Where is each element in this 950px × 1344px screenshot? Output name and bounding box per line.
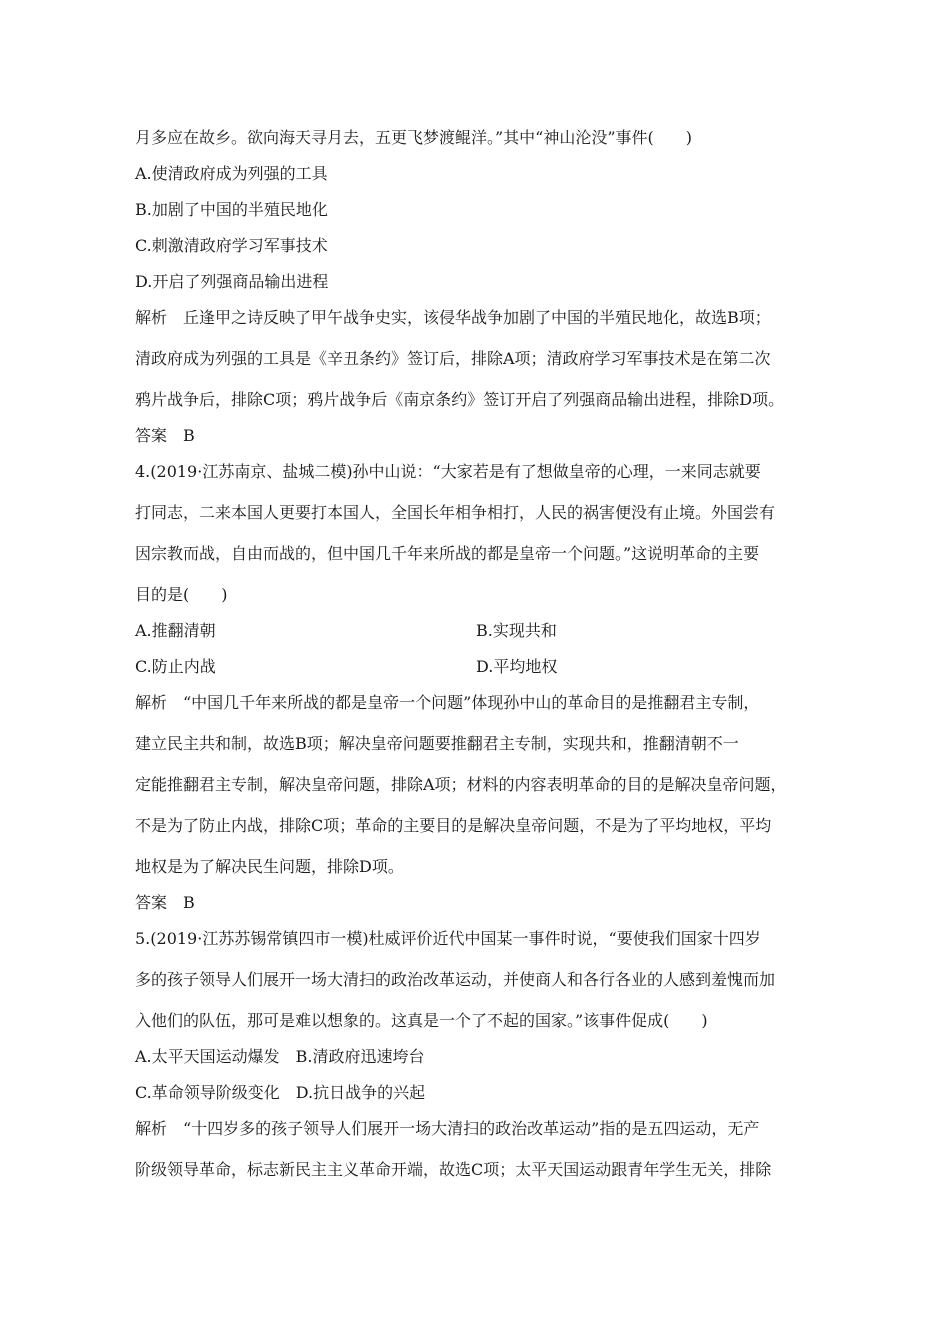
q4-stem-line-1: 4.(2019·江苏南京、盐城二模)孙中山说：“大家若是有了想做皇帝的心理，一来同志就要 [135,462,761,481]
q3-analysis-line-1: 解析 丘逢甲之诗反映了甲午战争史实，该侵华战争加剧了中国的半殖民地化，故选B项； [135,308,771,327]
q3-stem-tail: 月多应在故乡。欲向海天寻月去，五更飞梦渡鲲洋。”其中“神山沦没”事件( ) [135,128,693,147]
q5-option-cd: C.革命领导阶级变化 D.抗日战争的兴起 [135,1083,426,1102]
q4-option-b: B.实现共和 [476,621,557,640]
q4-analysis-line-1: 解析 “中国几千年来所战的都是皇帝一个问题”体现孙中山的革命目的是推翻君主专制， [135,693,760,712]
q4-option-a: A.推翻清朝 [135,621,216,640]
q5-stem-line-3: 入他们的队伍，那可是难以想象的。这真是一个了不起的国家。”该事件促成( ) [135,1011,708,1030]
q5-stem-line-2: 多的孩子领导人们展开一场大清扫的政治改革运动，并使商人和各行各业的人感到羞愧而加 [135,970,776,989]
q4-analysis-line-5: 地权是为了解决民生问题，排除D项。 [135,857,404,876]
q5-stem-line-1: 5.(2019·江苏苏锡常镇四市一模)杜威评价近代中国某一事件时说，“要使我们国家十四岁 [135,929,761,948]
q4-analysis-line-4: 不是为了防止内战，排除C项；革命的主要目的是解决皇帝问题，不是为了平均地权，平均 [135,816,772,835]
q4-stem-line-4: 目的是( ) [135,585,228,604]
q5-analysis-line-1: 解析 “十四岁多的孩子领导人们展开一场大清扫的政治改革运动”指的是五四运动，无产 [135,1119,760,1138]
q4-answer: 答案 B [135,893,195,912]
q4-stem-line-2: 打同志，二来本国人更要打本国人，全国长年相争相打，人民的祸害便没有止境。外国尝有 [135,503,776,522]
q3-analysis-line-2: 清政府成为列强的工具是《辛丑条约》签订后，排除A项；清政府学习军事技术是在第二次 [135,349,771,368]
q3-option-d: D.开启了列强商品输出进程 [135,272,329,291]
q3-option-b: B.加剧了中国的半殖民地化 [135,200,328,219]
q4-option-c: C.防止内战 [135,657,216,676]
q3-answer: 答案 B [135,426,195,445]
q3-option-a: A.使清政府成为列强的工具 [135,164,328,183]
q4-stem-line-3: 因宗教而战，自由而战的，但中国几千年来所战的都是皇帝一个问题。”这说明革命的主要 [135,544,760,563]
q4-analysis-line-2: 建立民主共和制，故选B项；解决皇帝问题要推翻君主专制，实现共和，推翻清朝不一 [135,734,739,753]
q4-option-d: D.平均地权 [476,657,558,676]
q5-option-ab: A.太平天国运动爆发 B.清政府迅速垮台 [135,1047,425,1066]
q3-analysis-line-3: 鸦片战争后，排除C项；鸦片战争后《南京条约》签订开启了列强商品输出进程，排除D项。 [135,390,785,409]
q3-option-c: C.刺激清政府学习军事技术 [135,236,328,255]
q5-analysis-line-2: 阶级领导革命，标志新民主主义革命开端，故选C项；太平天国运动跟青年学生无关，排除 [135,1160,772,1179]
q4-analysis-line-3: 定能推翻君主专制，解决皇帝问题，排除A项；材料的内容表明革命的目的是解决皇帝问题， [135,775,787,794]
